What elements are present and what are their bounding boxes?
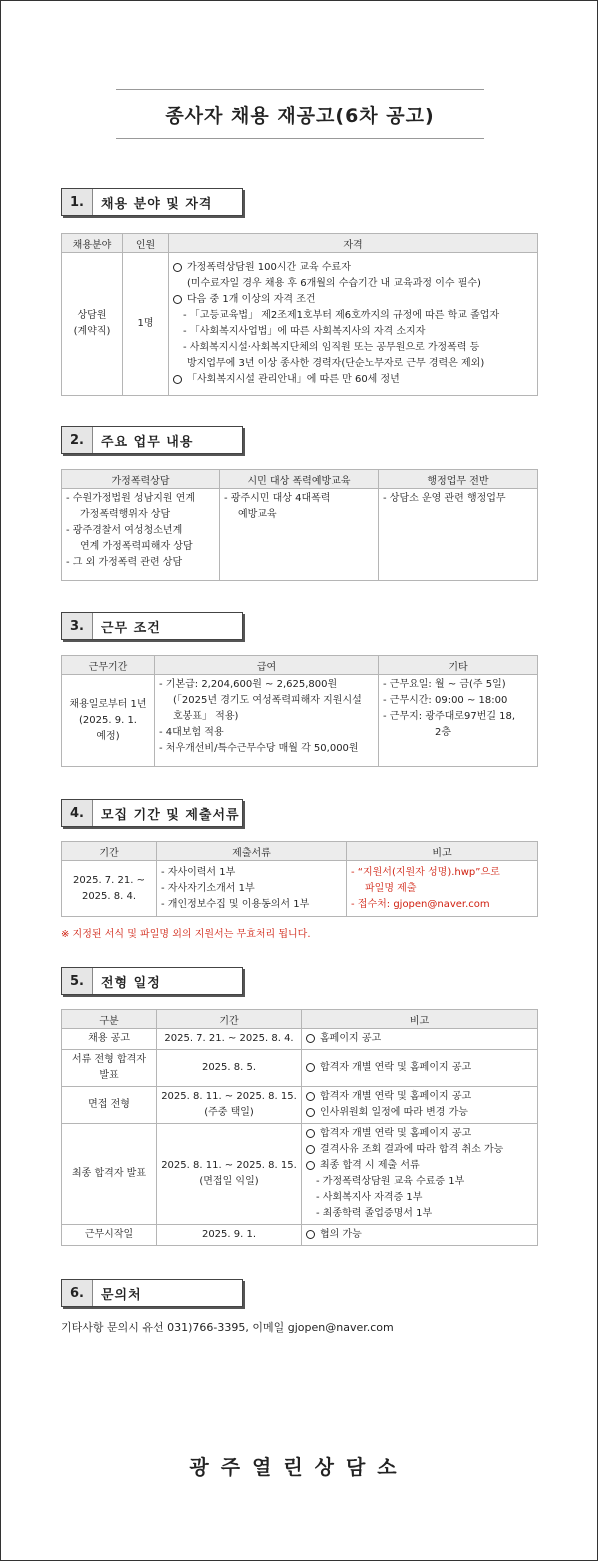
stage-note-cell — [302, 1124, 538, 1225]
stage-cell: 면접 전형 — [62, 1087, 157, 1124]
duties-table — [61, 469, 538, 581]
bullet-circle-icon — [306, 1230, 315, 1239]
duty-line: 예방교육 — [238, 509, 277, 520]
section-label: 모집 기간 및 제출서류 — [101, 807, 240, 823]
bullet-circle-icon — [306, 1108, 315, 1117]
section-5-header — [61, 967, 243, 995]
table-header-row — [62, 656, 538, 675]
table-header: 근무기간 — [62, 656, 155, 675]
stage-period-cell — [157, 1087, 302, 1124]
stage-period-line: 2025. 8. 11. ~ 2025. 8. 15. — [161, 1160, 297, 1171]
duty-line: 연계 가정폭력피해자 상담 — [80, 541, 193, 552]
section-number: 5. — [62, 968, 93, 994]
table-header: 채용분야 — [62, 234, 123, 253]
qualification-table — [61, 233, 538, 396]
duty-line: - 상담소 운영 관련 행정업무 — [383, 493, 506, 504]
table-header: 비고 — [347, 842, 538, 861]
table-header: 기간 — [62, 842, 157, 861]
bullet-circle-icon — [306, 1145, 315, 1154]
section-6-header — [61, 1279, 243, 1307]
application-table — [61, 841, 538, 917]
table-header: 행정업무 전반 — [379, 470, 538, 489]
qualification-line: 방지업무에 3년 이상 종사한 경력자(단순노무자로 근무 경력은 제외) — [187, 358, 485, 369]
table-row — [62, 1029, 538, 1050]
section-label: 문의처 — [101, 1287, 142, 1303]
table-header-row — [62, 234, 538, 253]
qualification-cell — [169, 253, 538, 396]
table-header: 급여 — [155, 656, 379, 675]
table-row — [62, 1050, 538, 1087]
pay-line: - 4대보험 적용 — [159, 727, 224, 738]
bullet-circle-icon — [173, 295, 182, 304]
bullet-circle-icon — [173, 375, 182, 384]
stage-period-cell: 2025. 7. 21. ~ 2025. 8. 4. — [157, 1029, 302, 1050]
bullet-circle-icon — [306, 1034, 315, 1043]
field-name: 상담원 — [77, 310, 107, 321]
headcount-cell: 1명 — [123, 253, 169, 396]
etc-line: - 근무지: 광주대로97번길 18, — [383, 711, 516, 722]
remark-line: - “지원서(지원자 성명).hwp”으로 — [351, 866, 500, 878]
section-3-header — [61, 612, 243, 640]
qualification-line: - 「고등교육법」 제2조제1호부터 제6호까지의 규정에 따른 학교 졸업자 — [183, 310, 500, 321]
stage-sub-note: - 최종학력 졸업증명서 1부 — [316, 1208, 433, 1219]
table-header: 기간 — [157, 1010, 302, 1029]
duty-cell — [220, 489, 379, 581]
stage-note-cell — [302, 1029, 538, 1050]
table-header: 기타 — [379, 656, 538, 675]
period-cell — [62, 861, 157, 917]
bullet-circle-icon — [306, 1161, 315, 1170]
qualification-line: (미수료자일 경우 채용 후 6개월의 수습기간 내 교육과정 이수 필수) — [187, 278, 481, 289]
section-label: 채용 분야 및 자격 — [101, 196, 213, 212]
table-header: 가정폭력상담 — [62, 470, 220, 489]
pay-line: 호봉표」 적용) — [173, 711, 239, 722]
contact-info: 기타사항 문의시 유선 031)766-3395, 이메일 gjopen@naver.com — [61, 1321, 394, 1334]
section-number: 1. — [62, 189, 93, 215]
qualification-line: - 「사회복지사업법」에 따른 사회복지사의 자격 소지자 — [183, 326, 426, 337]
stage-note: 인사위원회 일정에 따라 변경 가능 — [320, 1107, 468, 1118]
etc-line: 2층 — [435, 727, 452, 738]
section-label: 전형 일정 — [101, 975, 161, 991]
stage-cell — [62, 1050, 157, 1087]
duty-line: 가정폭력행위자 상담 — [80, 509, 171, 520]
qualification-line: 다음 중 1개 이상의 자격 조건 — [187, 294, 316, 305]
table-header: 제출서류 — [157, 842, 347, 861]
stage-note: 홈페이지 공고 — [320, 1033, 382, 1044]
section-4-header — [61, 799, 243, 827]
stage-note: 최종 합격 시 제출 서류 — [320, 1160, 420, 1171]
section-label: 근무 조건 — [101, 620, 161, 636]
pay-line: - 처우개선비/특수근무수당 매월 각 50,000원 — [159, 743, 359, 754]
period-line: (2025. 9. 1. — [79, 714, 137, 726]
qualification-line: 「사회복지시설 관리안내」에 따른 만 60세 정년 — [187, 374, 400, 385]
stage-period-line: (면접일 익일) — [199, 1176, 259, 1187]
etc-cell — [379, 675, 538, 767]
etc-line: - 근무요일: 월 ~ 금(주 5일) — [383, 679, 506, 690]
table-header: 인원 — [123, 234, 169, 253]
schedule-table — [61, 1009, 538, 1246]
period-line: 2025. 7. 21. ~ — [73, 874, 145, 886]
section-number: 4. — [62, 800, 93, 826]
field-type: (계약직) — [73, 326, 111, 337]
qualification-line: 가정폭력상담원 100시간 교육 수료자 — [187, 262, 351, 273]
table-header: 구분 — [62, 1010, 157, 1029]
page-title: 종사자 채용 재공고(6차 공고) — [165, 104, 435, 127]
section-1-header — [61, 188, 243, 216]
stage-note: 합격자 개별 연락 및 홈페이지 공고 — [320, 1128, 472, 1139]
duty-cell — [379, 489, 538, 581]
stage-note-cell — [302, 1087, 538, 1124]
stage-period-cell: 2025. 8. 5. — [157, 1050, 302, 1087]
title-box — [116, 89, 484, 139]
table-header-row — [62, 470, 538, 489]
stage-note-cell — [302, 1050, 538, 1087]
period-line: 2025. 8. 4. — [81, 890, 137, 902]
table-header: 비고 — [302, 1010, 538, 1029]
duty-line: - 그 외 가정폭력 관련 상담 — [66, 557, 183, 568]
table-row — [62, 861, 538, 917]
duty-cell — [62, 489, 220, 581]
stage-note: 협의 가능 — [320, 1229, 362, 1240]
bullet-circle-icon — [173, 263, 182, 272]
organization-name: 광주열린상담소 — [189, 1455, 409, 1479]
table-row — [62, 675, 538, 767]
duty-line: - 수원가정법원 성남지원 연계 — [66, 493, 196, 504]
stage-name-line: 발표 — [99, 1070, 119, 1081]
stage-period-cell — [157, 1124, 302, 1225]
qualification-line: - 사회복지시설·사회복지단체의 임직원 또는 공무원으로 가정폭력 등 — [183, 342, 480, 353]
docs-cell — [157, 861, 347, 917]
bullet-circle-icon — [306, 1063, 315, 1072]
pay-line: - 기본급: 2,204,600원 ~ 2,625,800원 — [159, 679, 338, 690]
stage-cell: 근무시작일 — [62, 1225, 157, 1246]
table-header: 시민 대상 폭력예방교육 — [220, 470, 379, 489]
section-number: 2. — [62, 427, 93, 453]
stage-cell: 채용 공고 — [62, 1029, 157, 1050]
table-header-row — [62, 1010, 538, 1029]
remarks-cell — [347, 861, 538, 917]
stage-note: 결격사유 조회 결과에 따라 합격 취소 가능 — [320, 1144, 504, 1155]
period-line: 예정) — [96, 730, 120, 742]
bullet-circle-icon — [306, 1129, 315, 1138]
stage-note: 합격자 개별 연락 및 홈페이지 공고 — [320, 1062, 472, 1073]
conditions-table — [61, 655, 538, 767]
period-line: 채용일로부터 1년 — [69, 698, 147, 710]
stage-cell: 최종 합격자 발표 — [62, 1124, 157, 1225]
duty-line: - 광주경찰서 여성청소년계 — [66, 525, 183, 536]
table-header: 자격 — [169, 234, 538, 253]
pay-line: (「2025년 경기도 여성폭력피해자 지원시설 — [173, 695, 362, 706]
doc-line: - 개인정보수집 및 이용동의서 1부 — [161, 898, 310, 910]
section-label: 주요 업무 내용 — [101, 434, 194, 450]
remark-line: 파일명 제출 — [365, 882, 417, 894]
duty-line: - 광주시민 대상 4대폭력 — [224, 493, 331, 504]
table-row — [62, 489, 538, 581]
bullet-circle-icon — [306, 1092, 315, 1101]
table-row — [62, 1124, 538, 1225]
stage-period-cell: 2025. 9. 1. — [157, 1225, 302, 1246]
stage-note-cell — [302, 1225, 538, 1246]
etc-line: - 근무시간: 09:00 ~ 18:00 — [383, 695, 508, 706]
stage-sub-note: - 가정폭력상담원 교육 수료증 1부 — [316, 1176, 465, 1187]
table-row — [62, 1087, 538, 1124]
table-header-row — [62, 842, 538, 861]
table-row — [62, 1225, 538, 1246]
doc-line: - 자사이력서 1부 — [161, 866, 236, 878]
pay-cell — [155, 675, 379, 767]
stage-sub-note: - 사회복지사 자격증 1부 — [316, 1192, 423, 1203]
section-number: 6. — [62, 1280, 93, 1306]
section-number: 3. — [62, 613, 93, 639]
remark-line: - 접수처: gjopen@naver.com — [351, 898, 490, 910]
stage-period-line: 2025. 8. 11. ~ 2025. 8. 15. — [161, 1091, 297, 1102]
stage-note: 합격자 개별 연락 및 홈페이지 공고 — [320, 1091, 472, 1102]
section-2-header — [61, 426, 243, 454]
table-row — [62, 253, 538, 396]
field-cell — [62, 253, 123, 396]
doc-line: - 자사자기소개서 1부 — [161, 882, 255, 894]
stage-name-line: 서류 전형 합격자 — [72, 1054, 146, 1065]
period-cell — [62, 675, 155, 767]
stage-period-line: (주중 택일) — [204, 1107, 254, 1118]
warning-note: ※ 지정된 서식 및 파일명 외의 지원서는 무효처리 됩니다. — [61, 929, 311, 940]
